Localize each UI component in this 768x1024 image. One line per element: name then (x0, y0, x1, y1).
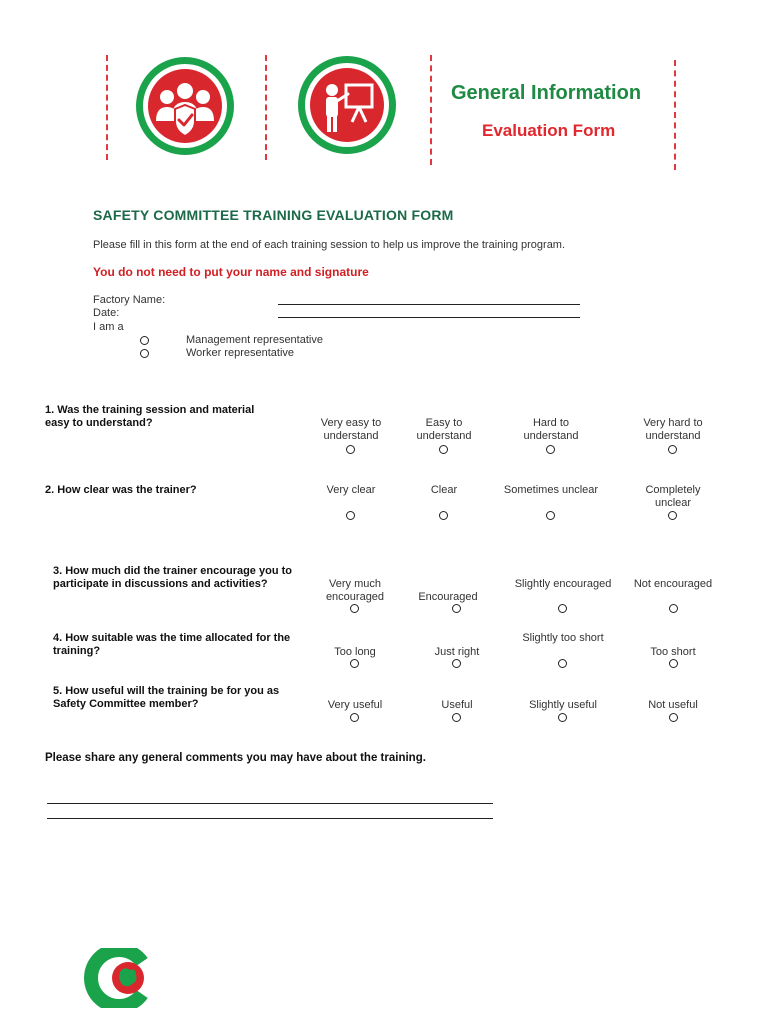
q3-option-label: Encouraged (418, 591, 478, 603)
factory-name-label: Factory Name: (93, 294, 166, 306)
q2-option-radio[interactable] (346, 511, 355, 520)
date-label: Date: (93, 307, 120, 319)
q1-option-label: Hard to understand (523, 417, 579, 442)
q2-option-label: Clear (430, 484, 458, 496)
q5-option-radio[interactable] (350, 713, 359, 722)
q3-option-radio[interactable] (669, 604, 678, 613)
q5-option-radio[interactable] (452, 713, 461, 722)
role-label-worker: Worker representative (186, 347, 295, 359)
q3-option-label: Very much encouraged (325, 578, 385, 603)
q2-option-label: Completely unclear (645, 484, 701, 509)
factory-name-field[interactable] (278, 304, 580, 305)
q4-option-label: Too long (334, 646, 376, 658)
role-radio-management[interactable] (140, 336, 149, 345)
divider-dashed-right-b (674, 60, 676, 170)
question-4: 4. How suitable was the time allocated for the training? (53, 632, 291, 657)
q5-option-radio[interactable] (669, 713, 678, 722)
q3-option-radio[interactable] (558, 604, 567, 613)
q2-option-radio[interactable] (668, 511, 677, 520)
q4-option-label: Just right (434, 646, 480, 658)
q1-option-radio[interactable] (668, 445, 677, 454)
q5-option-radio[interactable] (558, 713, 567, 722)
q1-option-label: Very easy to understand (320, 417, 382, 442)
i-am-a-label: I am a (93, 321, 124, 333)
q4-option-radio[interactable] (452, 659, 461, 668)
q4-option-radio[interactable] (558, 659, 567, 668)
q2-option-radio[interactable] (439, 511, 448, 520)
form-notice: You do not need to put your name and signature (93, 265, 369, 279)
role-label-management: Management representative (186, 334, 323, 346)
form-title: SAFETY COMMITTEE TRAINING EVALUATION FORM (93, 207, 454, 223)
q1-option-label: Very hard to understand (643, 417, 703, 442)
question-1: 1. Was the training session and material easy to understand? (45, 404, 255, 429)
header-subtitle: Evaluation Form (482, 121, 616, 140)
form-intro: Please fill in this form at the end of each training session to help us improve the training program. (93, 239, 566, 251)
question-2: 2. How clear was the trainer? (45, 484, 197, 496)
role-radio-worker[interactable] (140, 349, 149, 358)
brand-logo-icon (80, 948, 150, 1008)
question-3: 3. How much did the trainer encourage you to participate in discussions and activities? (53, 565, 292, 590)
q1-option-radio[interactable] (439, 445, 448, 454)
header-title: General Information (451, 82, 642, 104)
q5-option-label: Useful (441, 699, 473, 711)
q1-option-radio[interactable] (546, 445, 555, 454)
comments-prompt: Please share any general comments you may have about the training. (45, 752, 426, 764)
q4-option-radio[interactable] (669, 659, 678, 668)
question-5: 5. How useful will the training be for you as Safety Committee member? (53, 685, 280, 710)
divider-dashed-left (106, 55, 108, 160)
q1-option-radio[interactable] (346, 445, 355, 454)
q2-option-label: Very clear (326, 484, 376, 496)
q5-option-label: Very useful (327, 699, 383, 711)
comment-line-1[interactable] (47, 803, 493, 804)
q4-option-radio[interactable] (350, 659, 359, 668)
q3-option-radio[interactable] (350, 604, 359, 613)
q5-option-label: Slightly useful (529, 699, 597, 711)
q4-option-label: Too short (650, 646, 696, 658)
date-field[interactable] (278, 317, 580, 318)
q5-option-label: Not useful (648, 699, 698, 711)
q1-option-label: Easy to understand (416, 417, 472, 442)
divider-dashed-right-a (430, 55, 432, 165)
q3-option-label: Not encouraged (633, 578, 713, 590)
comment-line-2[interactable] (47, 818, 493, 819)
trainer-presentation-icon (298, 56, 396, 154)
q4-option-label: Slightly too short (522, 632, 604, 644)
q3-option-radio[interactable] (452, 604, 461, 613)
q2-option-radio[interactable] (546, 511, 555, 520)
q3-option-label: Slightly encouraged (514, 578, 612, 590)
q2-option-label: Sometimes unclear (503, 484, 599, 496)
committee-shield-icon (136, 57, 234, 155)
divider-dashed-mid (265, 55, 267, 160)
